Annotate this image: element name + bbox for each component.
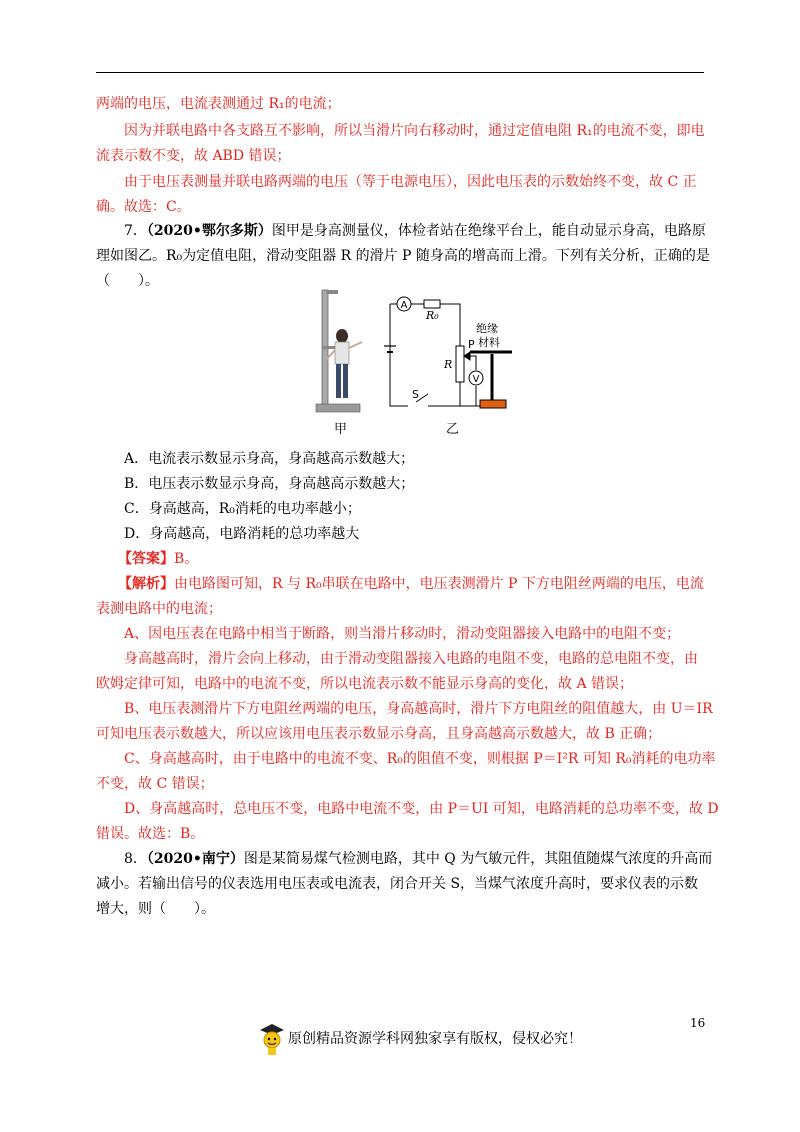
analysis-line: 欧姆定律可知，电路中的电流不变，所以电流表示数不能显示身高的变化，故 A 错误； bbox=[96, 676, 634, 692]
s-label: S bbox=[412, 388, 419, 401]
text-line: 两端的电压，电流表测通过 R₁的电流； bbox=[96, 96, 341, 112]
question-8-line1 bbox=[124, 849, 712, 869]
answer-line bbox=[118, 549, 198, 569]
figure-caption-yi: 乙 bbox=[446, 422, 460, 437]
question-text: 图甲是身高测量仪，体检者站在绝缘平台上，能自动显示身高，电路原 bbox=[271, 223, 706, 239]
voltmeter-label: V bbox=[472, 374, 480, 385]
analysis-line: D、身高越高时，总电压不变，电路中电流不变，由 P＝UI 可知，电路消耗的总功率不变，故 D bbox=[124, 801, 719, 817]
option-c: C．身高越高，R₀消耗的电功率越小； bbox=[124, 501, 361, 517]
text-line: 由于电压表测量并联电路两端的电压（等于电源电压），因此电压表的示数始终不变，故 C 正 bbox=[124, 174, 697, 190]
question-source: （2020•南宁） bbox=[146, 851, 244, 867]
option-b: B．电压表示数显示身高，身高越高示数越大； bbox=[124, 476, 415, 492]
ammeter-label: A bbox=[400, 300, 408, 311]
analysis-line: A、因电压表在电路中相当于断路，则当滑片移动时，滑动变阻器接入电路中的电阻不变； bbox=[124, 626, 681, 642]
answer-tag: 【答案】 bbox=[118, 551, 174, 567]
insulation-label-2: 材料 bbox=[478, 336, 500, 349]
header-rule bbox=[96, 72, 704, 73]
insulation-label-1: 绝缘 bbox=[476, 322, 498, 335]
question-number: 8． bbox=[124, 851, 147, 867]
question-source: （2020•鄂尔多斯） bbox=[146, 223, 272, 239]
option-d: D．身高越高，电路消耗的总功率越大 bbox=[124, 526, 360, 542]
height-meter-device-picture bbox=[316, 290, 362, 412]
question-7-line2: 理如图乙。R₀为定值电阻，滑动变阻器 R 的滑片 P 随身高的增高而上滑。下列有关分析，正确的是 bbox=[96, 248, 710, 264]
analysis-line: 错误。故选：B。 bbox=[96, 826, 205, 842]
analysis-line: B、电压表测滑片下方电阻丝两端的电压，身高越高时，滑片下方电阻丝的阻值越大，由 U＝IR bbox=[124, 701, 713, 717]
question-7-line3: （ ）。 bbox=[96, 273, 159, 289]
page-number: 16 bbox=[690, 1016, 706, 1030]
analysis-line: C、身高越高时，由于电路中的电流不变、R₀的阻值不变，则根据 P＝I²R 可知 R₀消耗的电功率 bbox=[124, 751, 716, 767]
question-7-line1 bbox=[124, 221, 706, 241]
figure-caption-jia: 甲 bbox=[334, 422, 348, 437]
circuit-diagram bbox=[384, 300, 512, 408]
question-number: 7． bbox=[124, 223, 147, 239]
answer-value: B。 bbox=[174, 551, 199, 567]
analysis-line: 身高越高时，滑片会向上移动，由于滑动变阻器接入电路的电阻不变，电路的总电阻不变，由 bbox=[124, 651, 698, 667]
r-label: R bbox=[444, 358, 453, 371]
analysis-text: 由电路图可知，R 与 R₀串联在电路中，电压表测滑片 P 下方电阻丝两端的电压，电流 bbox=[174, 576, 704, 592]
analysis-line: 可知电压表示数越大，所以应该用电压表示数显示身高，且身高越高示数越大，故 B 正确； bbox=[96, 726, 662, 742]
text-line: 流表示数不变，故 ABD 错误； bbox=[96, 148, 291, 164]
mascot-logo-icon bbox=[258, 1022, 286, 1056]
p-label: P bbox=[468, 338, 475, 351]
analysis-tag: 【解析】 bbox=[118, 576, 174, 592]
text-line: 确。故选：C。 bbox=[96, 199, 191, 215]
question-8-line3: 增大，则（ ）。 bbox=[96, 901, 215, 917]
analysis-first-line bbox=[118, 574, 704, 594]
height-meter-figure bbox=[312, 286, 512, 436]
option-a: A．电流表示数显示身高，身高越高示数越大； bbox=[124, 451, 415, 467]
r0-label: R₀ bbox=[426, 309, 439, 322]
question-text: 图是某简易煤气检测电路，其中 Q 为气敏元件，其阻值随煤气浓度的升高而 bbox=[243, 851, 713, 867]
question-8-line2: 减小。若输出信号的仪表选用电压表或电流表，闭合开关 S，当煤气浓度升高时，要求仪表的示数 bbox=[96, 876, 699, 892]
copyright-notice: 原创精品资源学科网独家享有版权，侵权必究！ bbox=[288, 1031, 582, 1047]
analysis-line: 不变，故 C 错误； bbox=[96, 776, 214, 792]
analysis-line: 表测电路中的电流； bbox=[96, 601, 222, 617]
text-line: 因为并联电路中各支路互不影响，所以当滑片向右移动时，通过定值电阻 R₁的电流不变，即电 bbox=[124, 123, 705, 139]
